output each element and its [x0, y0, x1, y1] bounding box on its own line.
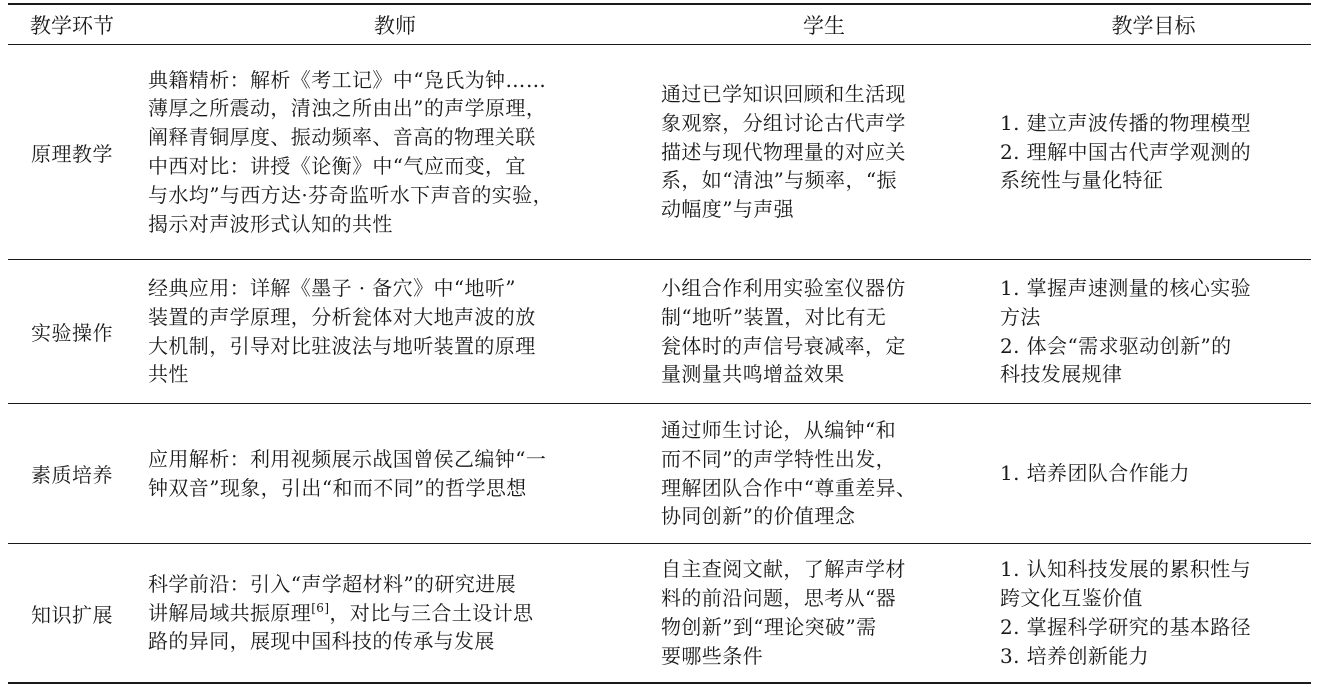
student-text: 通过师生讨论，从编钟“和 而不同”的声学特性出发， 理解团队合作中“尊重差异、 协同创新”的价值理念: [661, 417, 917, 529]
row-section-label: 知识扩展: [31, 602, 113, 627]
goal-text: 1. 培养团队合作能力: [1000, 461, 1190, 486]
header-goal: 教学目标: [1111, 13, 1196, 38]
row-section-label: 原理教学: [31, 141, 113, 166]
citation-ref: [6]: [311, 600, 330, 615]
table-row: [8, 404, 1311, 544]
table-row: [8, 544, 1311, 684]
student-text: 自主查阅文献，了解声学材 料的前沿问题，思考从“器 物创新”到“理论突破”需 要哪些条件: [661, 557, 906, 668]
table-row: [8, 260, 1311, 404]
teacher-text-part-1: 科学前沿：引入“声学超材料”的研究进展 讲解局域共振原理: [148, 571, 517, 625]
goal-text: 1. 掌握声速测量的核心实验 方法 2. 体会“需求驱动创新”的 科技发展规律: [1000, 275, 1252, 387]
table-row: [8, 45, 1311, 260]
teacher-text: 应用解析：利用视频展示战国曾侯乙编钟“一 钟双音”现象，引出“和而不同”的哲学思想: [148, 446, 547, 500]
header-section: 教学环节: [30, 13, 114, 38]
row-section-label: 素质培养: [31, 463, 113, 487]
teacher-text: 经典应用：详解《墨子 · 备穴》中“地听” 装置的声学原理，分析瓮体对大地声波的放 大机制，引导对比驻波法与地听装置的原理 共性: [148, 275, 536, 387]
teacher-text: [148, 570, 533, 656]
goal-text: 1. 认知科技发展的累积性与 跨文化互鉴价值 2. 掌握科学研究的基本路径 3. 培养创新能力: [1000, 557, 1252, 668]
goal-text: 1. 建立声波传播的物理模型 2. 理解中国古代声学观测的 系统性与量化特征: [1000, 110, 1252, 193]
header-student: 学生: [803, 13, 845, 38]
student-text: 通过已学知识回顾和生活现 象观察，分组讨论古代声学 描述与现代物理量的对应关 系，如“清浊”与频率，“振 动幅度”与声强: [661, 82, 906, 222]
student-text: 小组合作利用实验室仪器仿 制“地听”装置，对比有无 瓮体时的声信号衰减率，定 量测量共鸣增益效果: [661, 275, 906, 387]
header-teacher: 教师: [374, 13, 416, 38]
table-header-row: [8, 5, 1311, 45]
row-section-label: 实验操作: [31, 321, 113, 345]
teacher-text-part-2: ，对比与三合土设计思 路的异同，展现中国科技的传承与发展: [148, 600, 534, 654]
teacher-text: 典籍精析：解析《考工记》中“凫氏为钟…… 薄厚之所震动，清浊之所由出”的声学原理， 阐释青铜厚度、振动频率、音高的物理关联 中西对比：讲授《论衡》中“气应而变，宜 与水均”与西方达·芬奇监听水下声音的实验， 揭示对声波形式认知的共性: [148, 67, 553, 236]
